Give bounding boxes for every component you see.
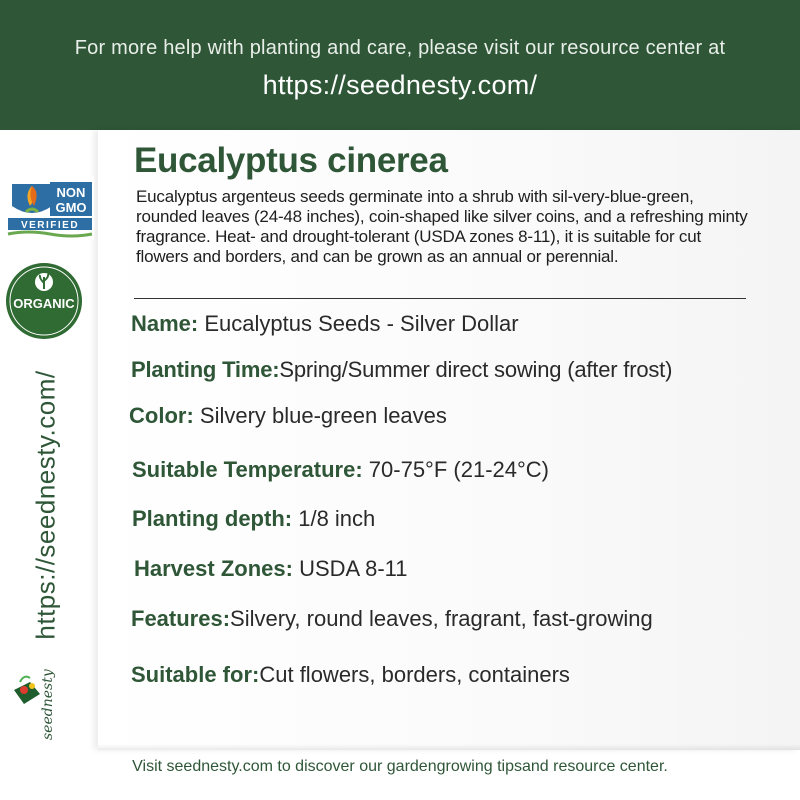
organic-badge-icon: [5, 262, 83, 340]
spec-row-features: [131, 606, 653, 632]
spec-label: Color:: [129, 403, 194, 428]
spec-value: Cut flowers, borders, containers: [259, 662, 570, 687]
banner-help-text: For more help with planting and care, please visit our resource center at: [74, 37, 726, 59]
footer-text: Visit seednesty.com to discover our gardengrowing tipsand resource center.: [132, 758, 668, 775]
spec-value: Eucalyptus Seeds - Silver Dollar: [204, 311, 519, 336]
top-banner: [0, 0, 800, 130]
spec-row-suitable-for: [131, 662, 570, 688]
spec-row-color: [129, 403, 447, 429]
banner-url-link[interactable]: https://seednesty.com/: [262, 70, 538, 100]
svg-text:seednesty: seednesty: [40, 669, 56, 740]
svg-text:NON: NON: [56, 185, 86, 200]
product-description: Eucalyptus argenteus seeds germinate into a shrub with sil-very-blue-green, rounded leaves (24-48 inches), coin-shaped like silver coins, and a refreshing minty fragrance. Heat- and drought-tolerant (USDA zones 8-11), it is suitable for cut flowers and borders, and can be grown as an annual or perennial.: [136, 187, 748, 266]
spec-label: Planting depth:: [132, 506, 293, 531]
spec-row-harvest-zones: [134, 556, 408, 582]
svg-text:VERIFIED: VERIFIED: [20, 220, 80, 231]
spec-label: Harvest Zones:: [134, 556, 293, 581]
spec-value: 70-75°F (21-24°C): [368, 457, 550, 482]
spec-row-planting-depth: [132, 506, 375, 532]
svg-text:ORGANIC: ORGANIC: [13, 296, 75, 311]
spec-row-name: [131, 311, 519, 337]
product-title: Eucalyptus cinerea: [134, 141, 448, 180]
spec-value: USDA 8-11: [299, 556, 408, 581]
divider: [134, 298, 746, 299]
spec-label: Suitable for:: [131, 662, 260, 687]
spec-value: 1/8 inch: [298, 506, 376, 531]
spec-label: Suitable Temperature:: [132, 457, 363, 482]
spec-value: Silvery blue-green leaves: [199, 403, 447, 428]
spec-row-planting-time: [131, 357, 672, 383]
svg-text:GMO: GMO: [55, 200, 87, 215]
spec-value: Spring/Summer direct sowing (after frost): [279, 357, 673, 382]
spec-label: Planting Time:: [131, 357, 280, 382]
spec-value: Silvery, round leaves, fragrant, fast-growing: [230, 606, 653, 631]
spec-label: Features:: [131, 606, 231, 631]
spec-row-temperature: [132, 457, 549, 483]
seednesty-logo-icon: [8, 660, 86, 742]
spec-label: Name:: [131, 311, 199, 336]
non-gmo-verified-badge-icon: [6, 176, 94, 240]
